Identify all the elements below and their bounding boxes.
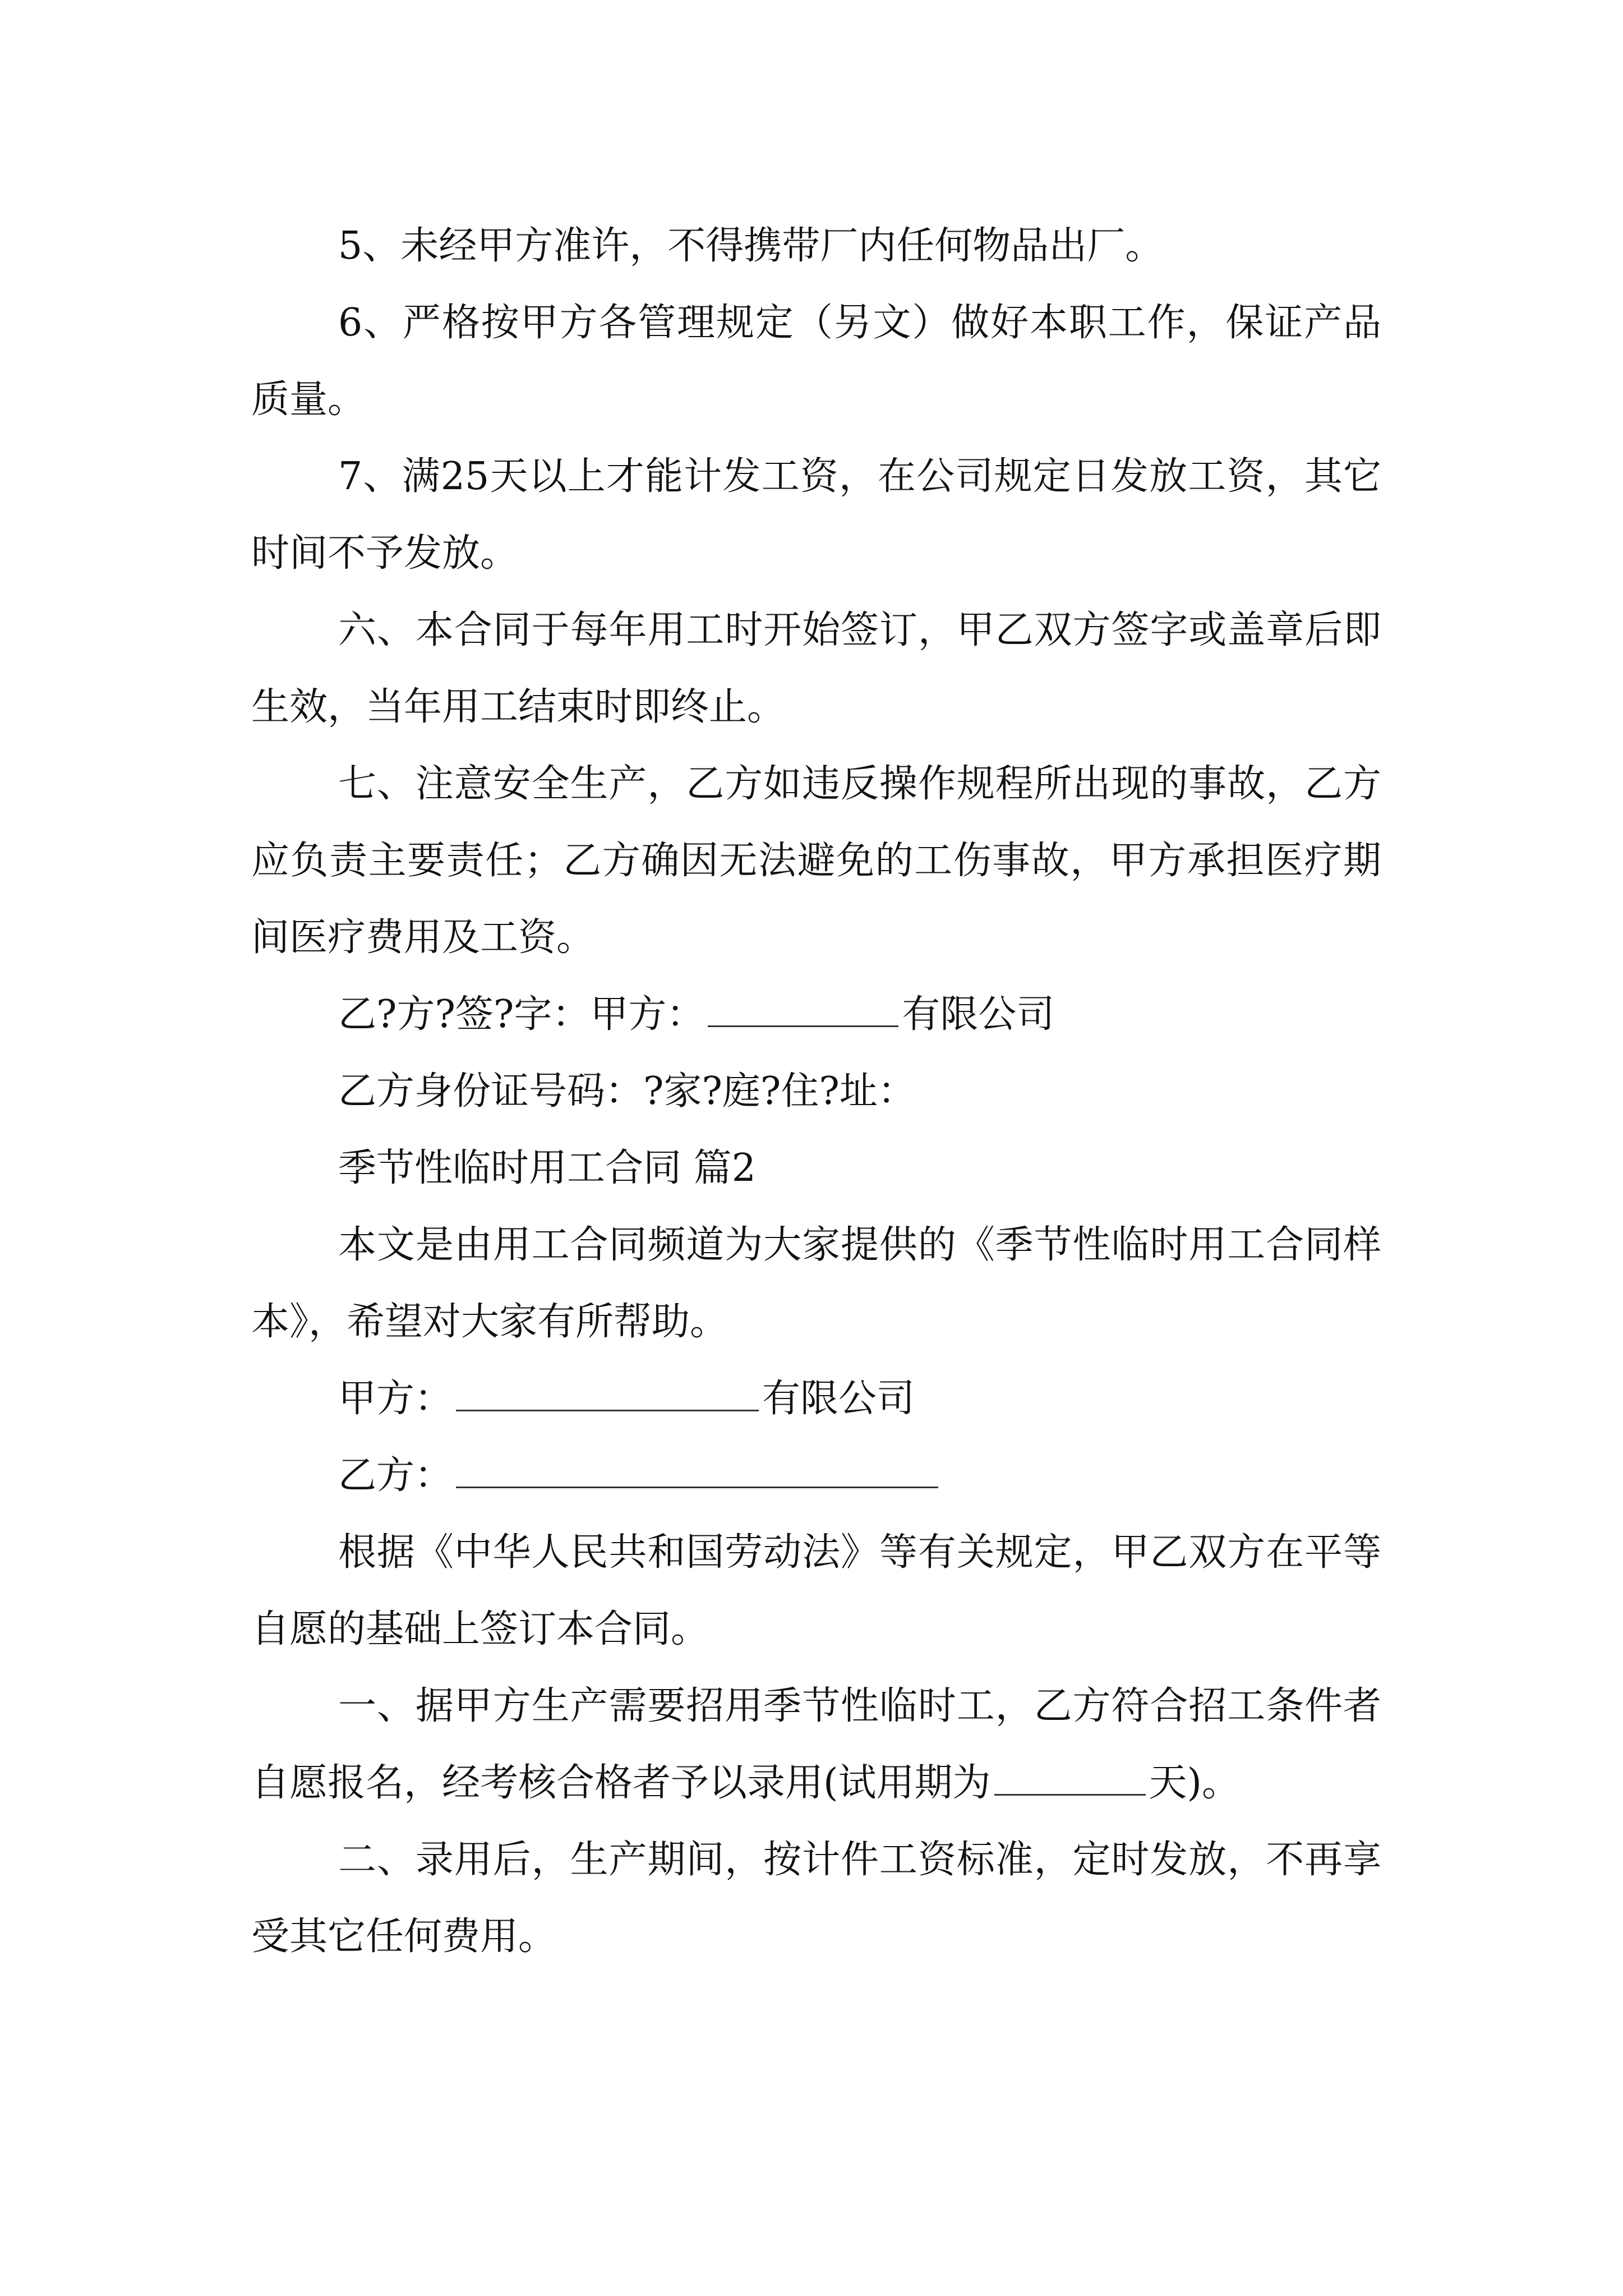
- signature-suffix: 有限公司: [902, 992, 1055, 1037]
- id-address-line: 乙方身份证号码：?家?庭?住?址：: [338, 1069, 916, 1114]
- clause-1-text: 一、据甲方生产需要招用季节性临时工，乙方符合招工条件者自愿报名，经考核合格者予以录用(试用期为: [251, 1684, 1381, 1805]
- party-b-label: 乙方：: [338, 1453, 453, 1498]
- paragraph-rule-7: 7、满25天以上才能计发工资，在公司规定日发放工资，其它时间不予发放。: [251, 454, 1381, 576]
- clause-1-end: 天)。: [1149, 1761, 1241, 1805]
- company-name-blank: [708, 993, 898, 1027]
- paragraph-rule-5: 5、未经甲方准许，不得携带厂内任何物品出厂。: [338, 224, 1164, 268]
- party-a-suffix: 有限公司: [762, 1377, 915, 1421]
- signature-prefix: 乙?方?签?字：甲方：: [338, 992, 705, 1037]
- party-a-blank: [456, 1377, 759, 1411]
- intro-paragraph: 本文是由用工合同频道为大家提供的《季节性临时用工合同样本》，希望对大家有所帮助。: [251, 1223, 1381, 1344]
- party-a-label: 甲方：: [338, 1377, 453, 1421]
- paragraph-clause-6: 六、本合同于每年用工时开始签订，甲乙双方签字或盖章后即生效，当年用工结束时即终止。: [251, 608, 1381, 729]
- document-body: [251, 208, 1381, 1975]
- paragraph-clause-2: 二、录用后，生产期间，按计件工资标准，定时发放，不再享受其它任何费用。: [251, 1838, 1381, 1959]
- signature-line: [251, 976, 1381, 1053]
- party-b-blank: [456, 1454, 938, 1488]
- paragraph-clause-7: 七、注意安全生产，乙方如违反操作规程所出现的事故，乙方应负责主要责任；乙方确因无法避免的工伤事故，甲方承担医疗期间医疗费用及工资。: [251, 762, 1381, 960]
- party-a-line: [251, 1360, 1381, 1437]
- party-b-line: [251, 1437, 1381, 1514]
- paragraph-rule-6: 6、严格按甲方各管理规定（另文）做好本职工作，保证产品质量。: [251, 301, 1381, 422]
- basis-paragraph: 根据《中华人民共和国劳动法》等有关规定，甲乙双方在平等自愿的基础上签订本合同。: [251, 1530, 1381, 1651]
- section-title: 季节性临时用工合同 篇2: [338, 1146, 756, 1190]
- paragraph-clause-1: [251, 1668, 1381, 1821]
- trial-period-blank: [994, 1761, 1146, 1796]
